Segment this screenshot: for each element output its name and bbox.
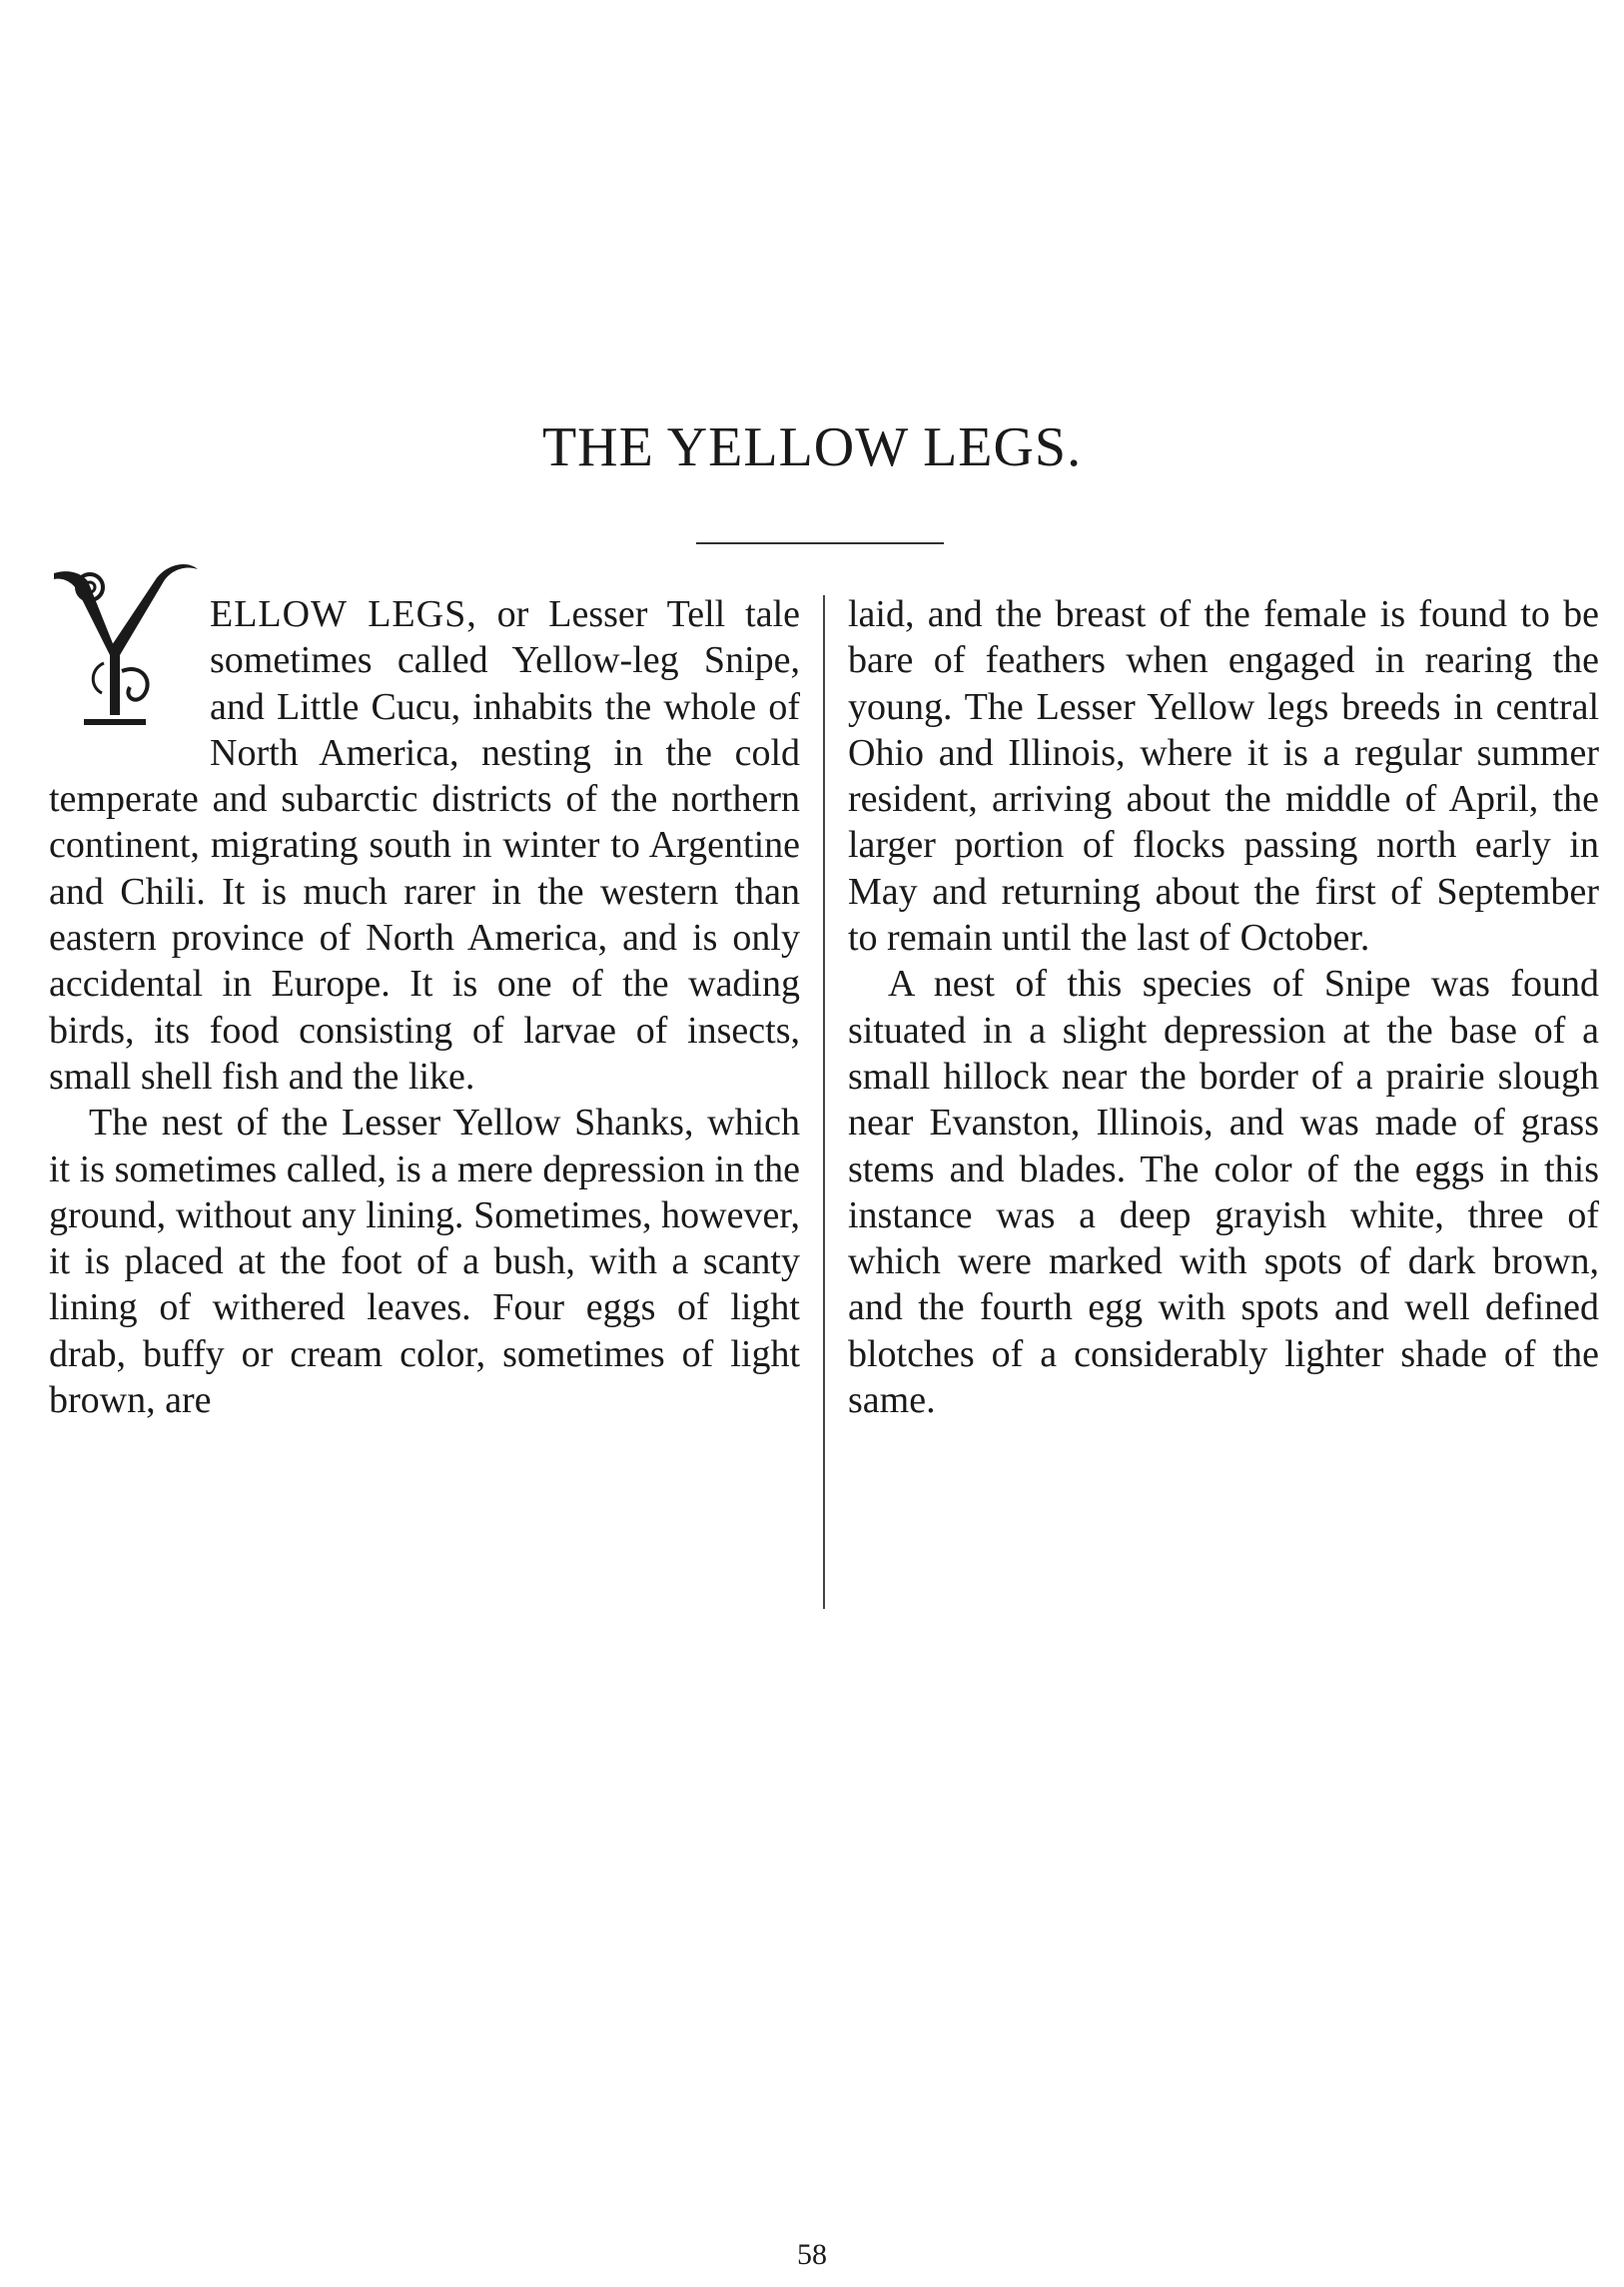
title-rule (696, 542, 944, 544)
article-title: THE YELLOW LEGS. (541, 416, 1083, 478)
ornamental-dropcap (46, 551, 200, 735)
ornamental-y-icon (46, 551, 200, 735)
lead-caps: ELLOW LEGS, (210, 593, 477, 635)
paragraph-3: A nest of this species of Snipe was found situated in a slight depression at the base of a small hillock near the border of a prairie slough near Evanston, Illinois, and was made of grass stems and blades. The color of the eggs in this instance was a deep grayish white, three of which were marked with spots of dark brown, and the fourth egg with spots and well defined blotches of a considerably lighter shade of the same. (848, 963, 1599, 1422)
column-right (848, 591, 1599, 1423)
paragraph-2-continued: laid, and the breast of the female is found to be bare of feathers when engaged in rearing the young. The Lesser Yellow legs breeds in central Ohio and Illinois, where it is a regular summer resident, arriving about the middle of April, the larger portion of flocks passing north early in May and returning about the first of September to remain until the last of October. (848, 593, 1599, 960)
paragraph-2: The nest of the Lesser Yellow Shanks, which it is sometimes called, is a mere depression in the ground, without any lining. Sometimes, however, it is placed at the foot of a bush, with a scanty lining of withered leaves. Four eggs of light drab, buffy or cream color, sometimes of light brown, are (49, 1102, 800, 1422)
page-number: 58 (797, 2238, 827, 2271)
column-left (49, 591, 800, 1423)
column-divider (823, 595, 825, 1609)
paragraph-1-body: or Lesser Tell tale sometimes called Yellow-leg Snipe, and Little Cucu, inhabits the whole of North America, nesting in the cold temperate and subarctic districts of the northern continent, migrating south in winter to Argentine and Chili. It is much rarer in the western than eastern province of North America, and is only accidental in Europe. It is one of the wading birds, its food consisting of larvae of insects, small shell fish and the like. (49, 593, 800, 1098)
paragraph-1 (49, 591, 800, 1100)
